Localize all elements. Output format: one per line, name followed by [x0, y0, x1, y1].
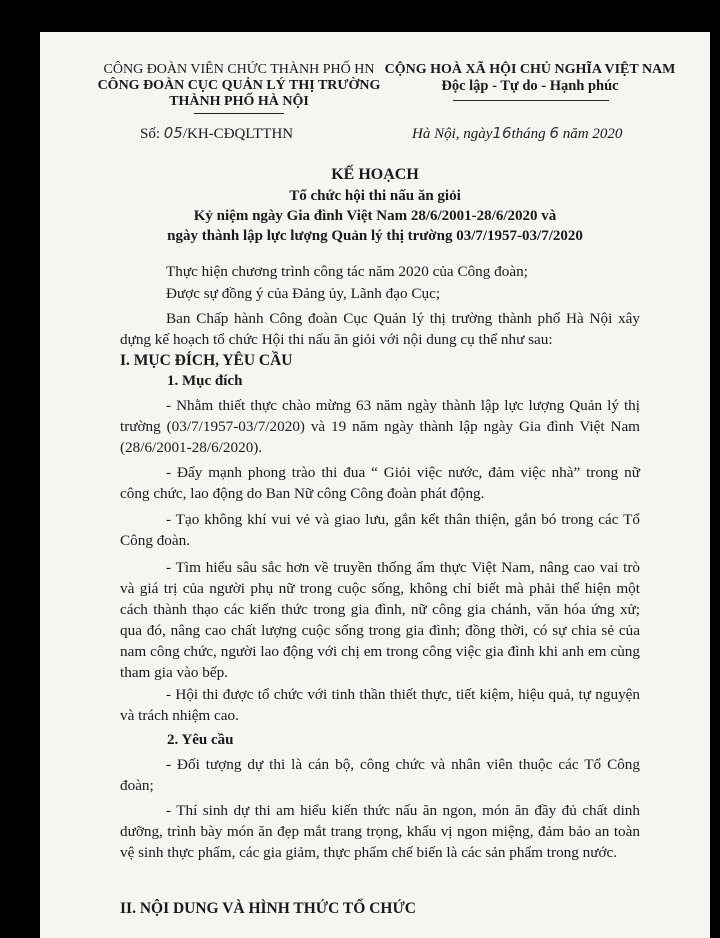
doc-type-title: KẾ HOẠCH [331, 166, 419, 183]
section-1-heading: I. MỤC ĐÍCH, YÊU CẦU [120, 352, 293, 369]
issuer-parent: CÔNG ĐOÀN VIÊN CHỨC THÀNH PHỐ HN [103, 62, 375, 77]
handwritten-month: 6 [549, 124, 559, 142]
doc-subject: Tổ chức hội thi nấu ăn giỏi [289, 188, 461, 204]
requirement-item-2: - Thí sinh dự thi am hiểu kiến thức nấu ăn ngon, món ăn đầy đủ chất dinh dưỡng, trình bày món ăn đẹp mắt trang trọng, khẩu vị ngon miệng, đảm bảo an toàn vệ sinh thực phẩm, các gia giảm, thực phẩm chế biến là các sản phẩm trong nước. [120, 802, 640, 861]
motto-underline [453, 100, 609, 101]
purpose-item-3: - Tạo không khí vui vẻ và giao lưu, gắn kết thân thiện, gắn bó trong các Tổ Công đoàn. [120, 511, 640, 549]
purpose-item-2: - Đẩy mạnh phong trào thi đua “ Giỏi việc nước, đảm việc nhà” trong nữ công chức, lao động do Ban Nữ công Công đoàn phát động. [120, 464, 640, 502]
section-1-sub-2: 2. Yêu cầu [167, 732, 234, 748]
document-date: Hà Nội, ngày16tháng 6 năm 2020 [412, 124, 623, 142]
requirement-item-1: - Đối tượng dự thi là cán bộ, công chức và nhân viên thuộc các Tổ Công đoàn; [120, 756, 640, 794]
national-motto-block [380, 62, 680, 94]
handwritten-number: 05 [163, 124, 183, 142]
issuer-underline [194, 113, 284, 114]
doc-subject-line2: Kỷ niệm ngày Gia đình Việt Nam 28/6/2001-28/6/2020 và [193, 208, 557, 224]
purpose-item-5: - Hội thi được tổ chức với tinh thần thiết thực, tiết kiệm, hiệu quả, tự nguyện và trách nhiệm cao. [120, 686, 640, 724]
issuer-block [84, 62, 394, 110]
intro-paragraph-2: Được sự đồng ý của Đảng ủy, Lãnh đạo Cục; [166, 285, 441, 302]
intro-paragraph-1: Thực hiện chương trình công tác năm 2020 của Công đoàn; [166, 263, 528, 280]
document-number: Số: 05/KH-CĐQLTTHN [140, 124, 294, 142]
purpose-item-1: - Nhằm thiết thực chào mừng 63 năm ngày thành lập lực lượng Quản lý thị trường (03/7/1957-03/7/2020) và 19 năm ngày thành lập ngày Gia đình Việt Nam (28/6/2001-28/6/2020). [120, 397, 640, 456]
issuer-name: CÔNG ĐOÀN CỤC QUẢN LÝ THỊ TRƯỜNG [97, 78, 381, 93]
national-title: CỘNG HOÀ XÃ HỘI CHỦ NGHĨA VIỆT NAM [384, 62, 676, 77]
purpose-item-4: - Tìm hiểu sâu sắc hơn về truyền thống ẩm thực Việt Nam, nâng cao vai trò và giá trị của người phụ nữ trong cuộc sống, không chỉ biết mà phải thể hiện một cách thành thạo các kiến thức trong gia đình, nữ công gia chánh, văn hóa ứng xử; qua đó, nâng cao chất lượng cuộc sống trong gia đình; đồng thời, có sự chia sẻ của nam công chức, người lao động với chị em trong công việc gia đình khi anh em cùng tham gia vào bếp. [120, 559, 640, 681]
doc-subject-line3: ngày thành lập lực lượng Quản lý thị trường 03/7/1957-03/7/2020 [167, 228, 583, 244]
intro-paragraph-3: Ban Chấp hành Công đoàn Cục Quản lý thị trường thành phố Hà Nội xây dựng kế hoạch tổ chức Hội thi nấu ăn giỏi với nội dung cụ thể như sau: [120, 310, 640, 348]
section-1-sub-1: 1. Mục đích [167, 373, 243, 389]
handwritten-day: 16 [492, 124, 512, 142]
document-page [40, 32, 710, 938]
issuer-city: THÀNH PHỐ HÀ NỘI [169, 94, 309, 109]
national-motto: Độc lập - Tự do - Hạnh phúc [441, 78, 619, 94]
section-2-heading: II. NỘI DUNG VÀ HÌNH THỨC TỔ CHỨC [120, 900, 416, 917]
